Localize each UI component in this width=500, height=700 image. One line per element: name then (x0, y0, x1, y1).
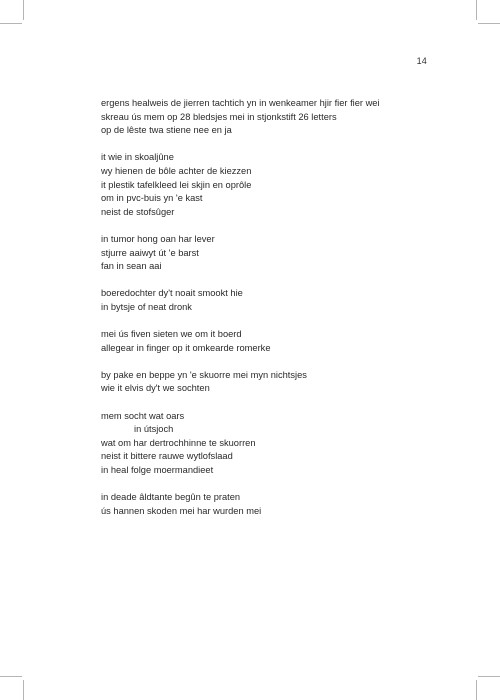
crop-mark-top-left-horizontal (0, 23, 22, 24)
crop-mark-bottom-right-horizontal (478, 676, 500, 677)
poem-line: mem socht wat oars (101, 410, 185, 421)
poem-line: neist it bittere rauwe wytlofslaad (101, 451, 233, 462)
poem-line: in heal folge moermandieet (101, 465, 214, 476)
poem-line-indented: in útsjoch (134, 424, 174, 435)
crop-mark-top-right-vertical (476, 0, 477, 20)
stanza-6 (101, 369, 431, 396)
poem-line: stjurre aaiwyt út 'e barst (101, 247, 199, 258)
poem-line: skreau ús mem op 28 bledsjes mei in stjonkstift 26 letters (101, 111, 337, 122)
crop-mark-bottom-left-vertical (23, 680, 24, 700)
stanza-3 (101, 233, 431, 274)
poem-line: allegear in finger op it omkearde romerke (101, 342, 271, 353)
poem-line: om in pvc-buis yn 'e kast (101, 193, 203, 204)
stanza-8 (101, 491, 431, 518)
crop-mark-top-left-vertical (23, 0, 24, 20)
stanza-2 (101, 151, 431, 219)
poem-line: neist de stofsûger (101, 206, 175, 217)
poem-line: mei ús fiven sieten we om it boerd (101, 329, 242, 340)
poem-line: by pake en beppe yn 'e skuorre mei myn nichtsjes (101, 369, 307, 380)
poem-line: boeredochter dy't noait smookt hie (101, 288, 243, 299)
crop-mark-top-right-horizontal (478, 23, 500, 24)
poem (101, 97, 431, 532)
poem-line: in deade âldtante begûn te praten (101, 492, 241, 503)
stanza-7 (101, 410, 431, 478)
poem-line: fan in sean aai (101, 261, 162, 272)
stanza-1 (101, 97, 431, 138)
poem-line: op de lêste twa stiene nee en ja (101, 125, 232, 136)
poem-line: wat om har dertrochhinne te skuorren (101, 437, 256, 448)
poem-line: wie it elvis dy't we sochten (101, 383, 210, 394)
poem-line: ergens healweis de jierren tachtich yn in wenkeamer hjir fier fier wei (101, 98, 380, 108)
stanza-4 (101, 287, 431, 314)
crop-mark-bottom-left-horizontal (0, 676, 22, 677)
poem-line: in bytsje of neat dronk (101, 301, 192, 312)
poem-line: in tumor hong oan har lever (101, 233, 215, 244)
poem-line: wy hienen de bôle achter de kiezzen (101, 165, 252, 176)
stanza-5 (101, 328, 431, 355)
poem-line: it plestik tafelkleed lei skjin en oprôle (101, 179, 252, 190)
poem-line: it wie in skoaljûne (101, 152, 174, 163)
poem-line: ús hannen skoden mei har wurden mei (101, 505, 262, 516)
crop-mark-bottom-right-vertical (476, 680, 477, 700)
page-number: 14 (416, 56, 427, 66)
